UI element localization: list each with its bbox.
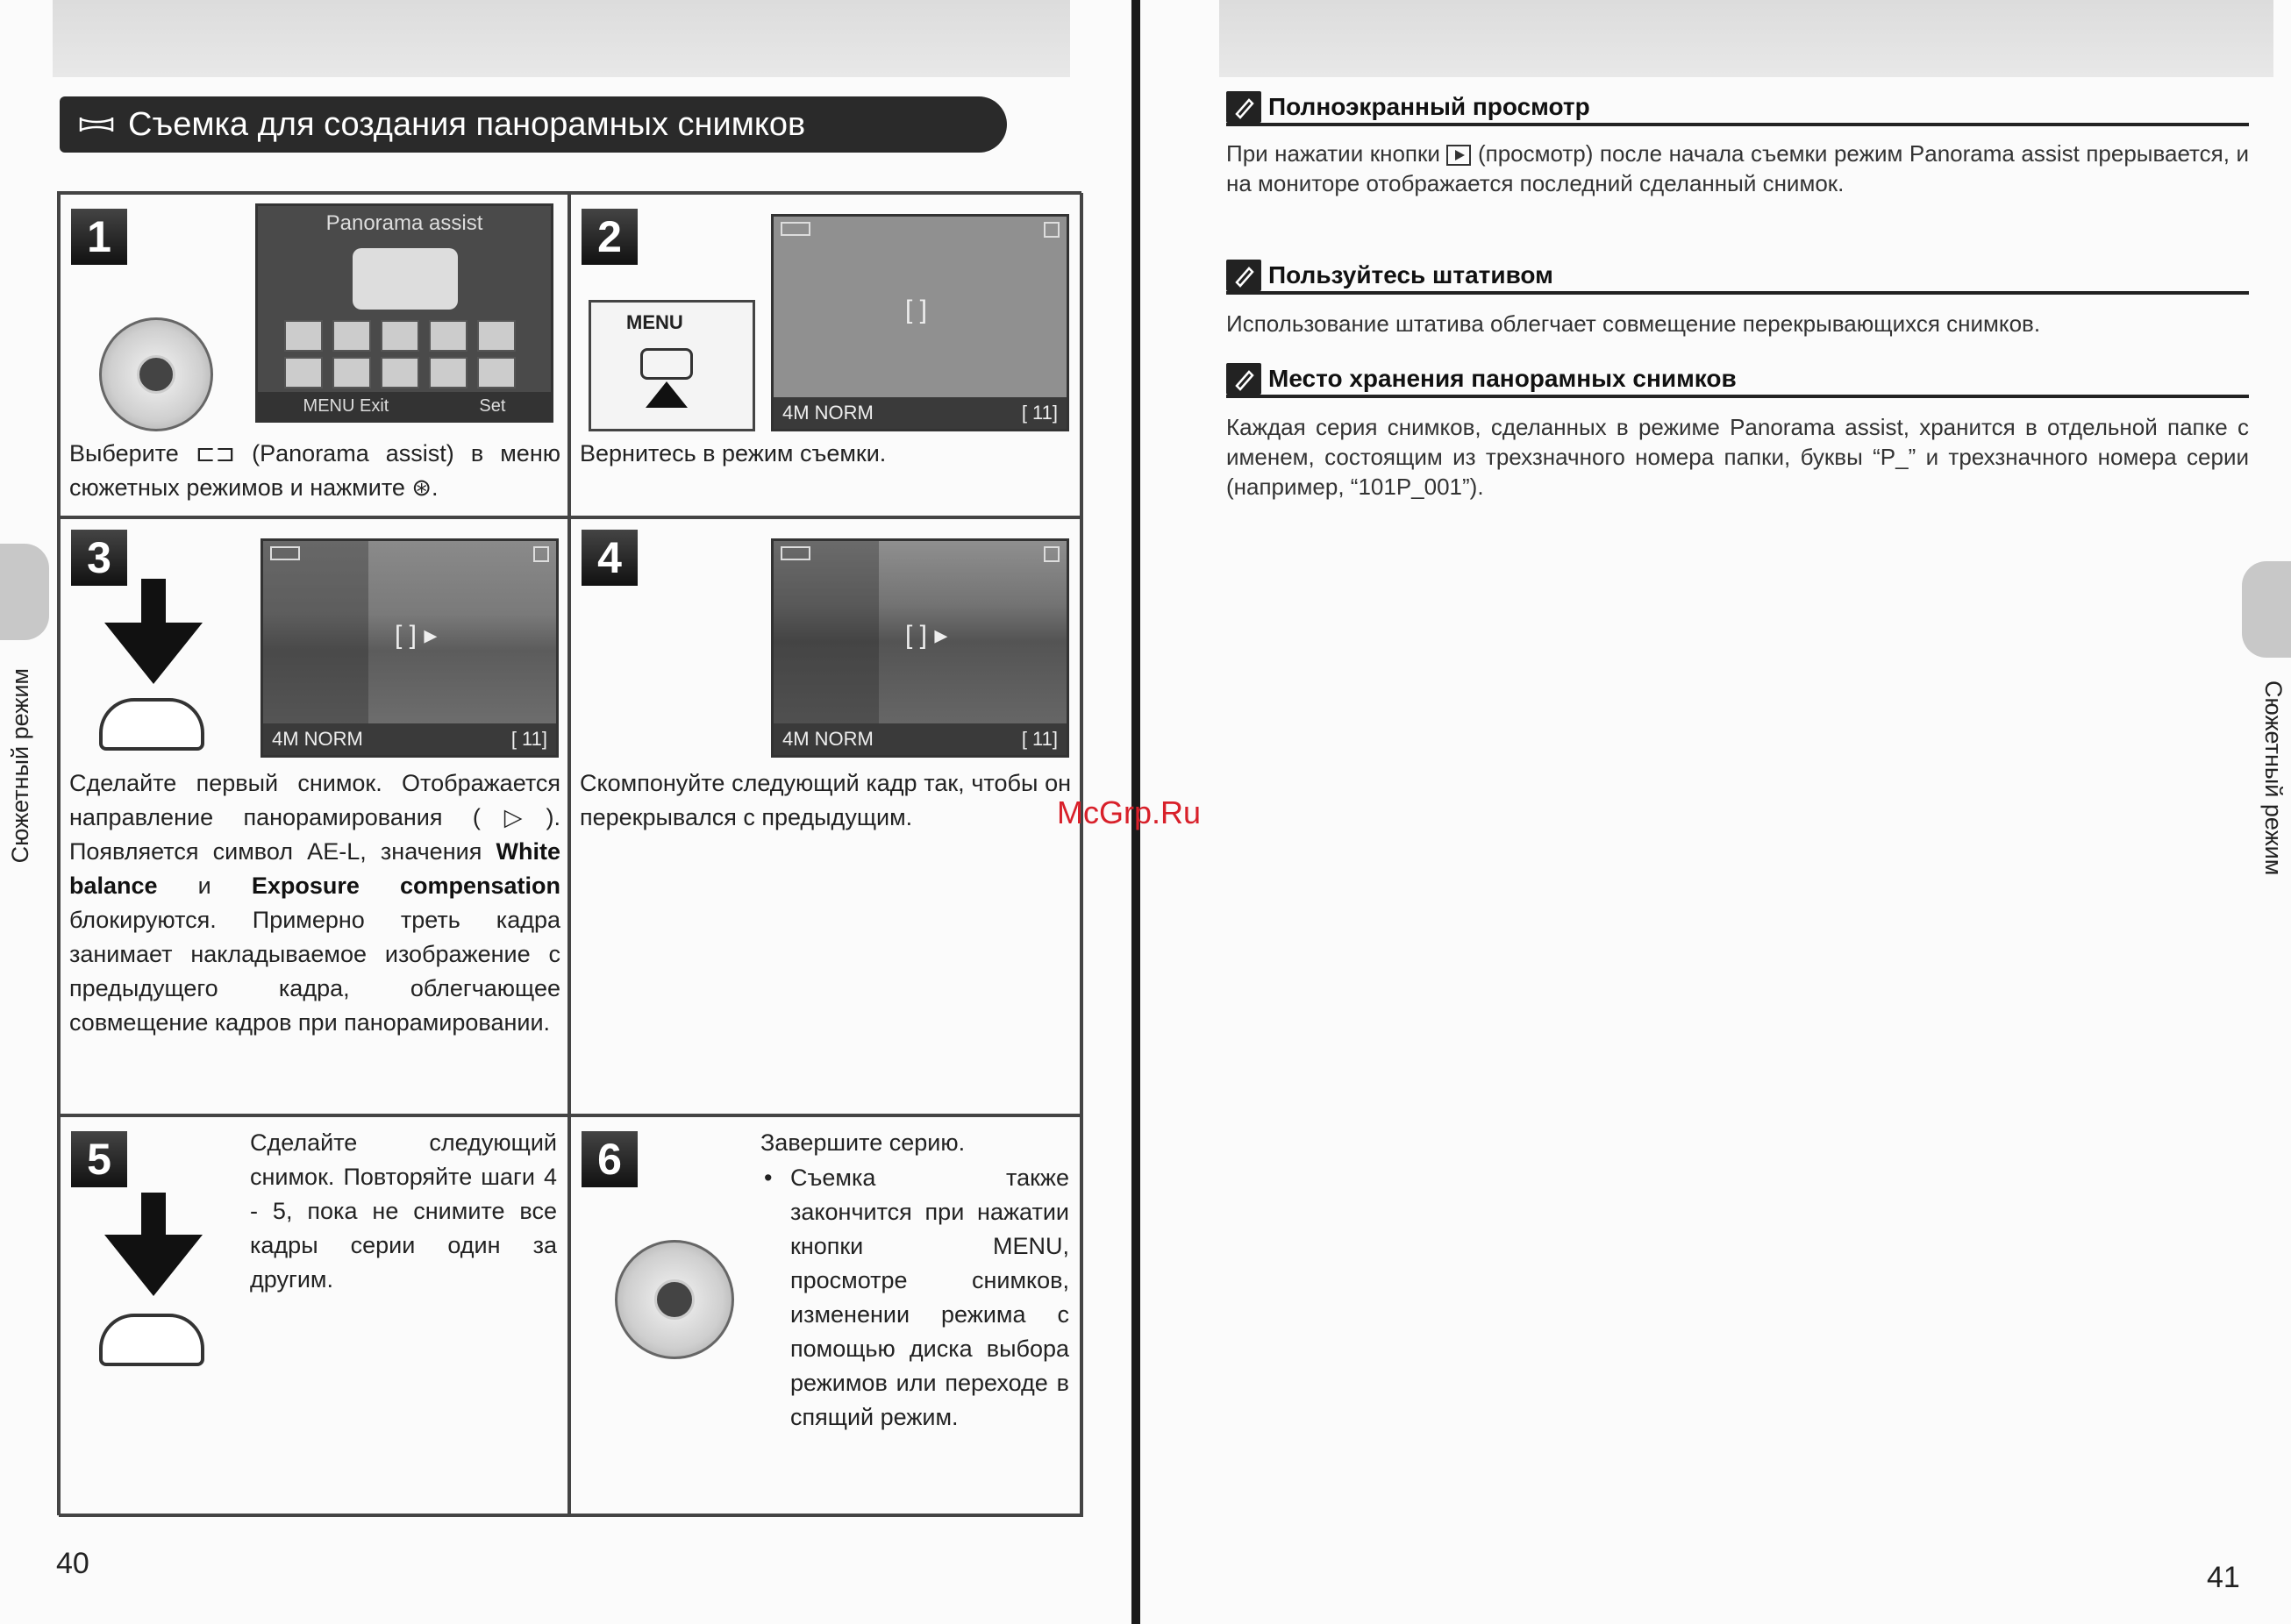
menu-button-label: MENU <box>626 311 683 333</box>
scene-menu-screen <box>255 203 553 423</box>
note-body: При нажатии кнопки (просмотр) после начала съемки режим Panorama assist прерывается, и на мониторе отображается последний сделанный снимок. <box>1226 140 2250 196</box>
battery-icon <box>1044 222 1060 238</box>
frames-remaining: [ 11] <box>1021 402 1058 424</box>
step-1-text: Выберите ⊏⊐ (Panorama assist) в меню сюжетных режимов и нажмите ⊛. <box>69 440 560 501</box>
step-number: 5 <box>71 1131 127 1187</box>
multi-selector-icon <box>615 1240 734 1359</box>
camera-monitor: [ ] ▸ 4M NORM [ 11] <box>261 538 559 758</box>
note-title: Место хранения панорамных снимков <box>1268 365 1737 392</box>
press-arrow-icon <box>646 381 688 408</box>
image-mode-label: 4M NORM <box>782 728 874 750</box>
step-5-text: Сделайте следующий снимок. Повторяйте шаги 4 - 5, пока не снимите все кадры серии один за другим. <box>250 1129 557 1293</box>
steps-grid <box>57 191 1081 1515</box>
step-3-text: Сделайте первый снимок. Отображается направление панорамирования (▷). Появляется символ AE-L, значения White balance и Exposure compensation блокируются. Примерно треть кадра занимает накладываемое изображение с предыдущего кадра, облегчающее совмещение кадров при панорамировании. <box>69 770 560 1036</box>
finger-press-icon <box>99 1314 204 1366</box>
frames-remaining: [ 11] <box>510 728 547 750</box>
top-band <box>1219 0 2273 77</box>
side-tab-marker <box>0 544 49 640</box>
step-6-bullet: • Съемка также закончится при нажатии кнопки MENU, просмотре снимков, изменении режима с помощью диска выбора режимов или переходе в спящий режим. <box>764 1165 1069 1430</box>
battery-icon <box>533 546 549 562</box>
note-pencil-icon <box>1226 363 1261 395</box>
camera-monitor: [ ] 4M NORM [ 11] <box>771 214 1069 431</box>
step-number: 1 <box>71 209 127 265</box>
image-mode-label: 4M NORM <box>782 402 874 424</box>
step-3-cell <box>59 517 569 1115</box>
camera-monitor: [ ] ▸ 4M NORM [ 11] <box>771 538 1069 758</box>
panorama-icon <box>79 115 114 134</box>
menu-screen-title: Panorama assist <box>325 211 483 235</box>
menu-exit-label: MENU Exit <box>303 395 389 416</box>
menu-footer <box>258 392 551 420</box>
image-mode-label: 4M NORM <box>272 728 363 750</box>
panorama-icon <box>781 546 810 560</box>
panorama-icon <box>781 222 810 236</box>
step-number: 6 <box>582 1131 638 1187</box>
step-4-text: Скомпонуйте следующий кадр так, чтобы он перекрывался с предыдущим. <box>580 770 1071 830</box>
note-header <box>1226 260 2249 295</box>
step-2-cell <box>569 193 1083 517</box>
note-body: Использование штатива облегчает совмещение перекрывающихся снимков. <box>1226 310 2041 337</box>
shutter-arrow-icon <box>141 1193 166 1236</box>
panorama-icon <box>270 546 300 560</box>
note-pencil-icon <box>1226 91 1261 123</box>
panorama-highlight-icon <box>353 248 458 310</box>
note-body: Каждая серия снимков, сделанных в режиме Panorama assist, хранится в отдельной папке с именем, состоящим из трехзначного номера папки, буквы “P_” и трехзначного номера серии (например, “101P_001”). <box>1226 414 2249 500</box>
play-button-icon <box>1446 145 1471 166</box>
note-title: Полноэкранный просмотр <box>1268 93 1590 120</box>
watermark: McGrp.Ru <box>1057 794 1202 830</box>
step-5-cell <box>59 1115 569 1517</box>
left-page <box>0 0 1140 1624</box>
side-section-label: Сюжетный режим <box>7 668 33 864</box>
battery-icon <box>1044 546 1060 562</box>
note-header <box>1226 363 2249 398</box>
shutter-arrow-icon <box>141 579 166 623</box>
page-title: Съемка для создания панорамных снимков <box>128 105 806 143</box>
step-number: 3 <box>71 530 127 586</box>
note-header <box>1226 91 2249 126</box>
overlay-region <box>774 541 879 723</box>
multi-selector-icon <box>99 317 213 431</box>
step-number: 4 <box>582 530 638 586</box>
section-title-bar <box>60 96 1007 153</box>
note-pencil-icon <box>1226 260 1261 291</box>
step-1-cell <box>59 193 569 517</box>
side-section-label: Сюжетный режим <box>2260 680 2287 876</box>
side-tab-marker <box>2242 561 2291 658</box>
top-band <box>53 0 1070 77</box>
note-title: Пользуйтесь штативом <box>1268 261 1553 288</box>
right-page <box>1140 0 2291 1624</box>
frames-remaining: [ 11] <box>1021 728 1058 750</box>
step-6-text: Завершите серию. <box>760 1129 966 1156</box>
step-6-cell <box>569 1115 1083 1517</box>
menu-button-illustration <box>589 300 755 431</box>
step-number: 2 <box>582 209 638 265</box>
step-4-cell <box>569 517 1083 1115</box>
step-2-text: Вернитесь в режим съемки. <box>580 440 887 467</box>
page-number: 41 <box>2207 1561 2240 1594</box>
menu-set-label: Set <box>479 395 506 416</box>
finger-press-icon <box>99 698 204 751</box>
overlay-region <box>263 541 368 723</box>
page-number: 40 <box>56 1547 89 1580</box>
